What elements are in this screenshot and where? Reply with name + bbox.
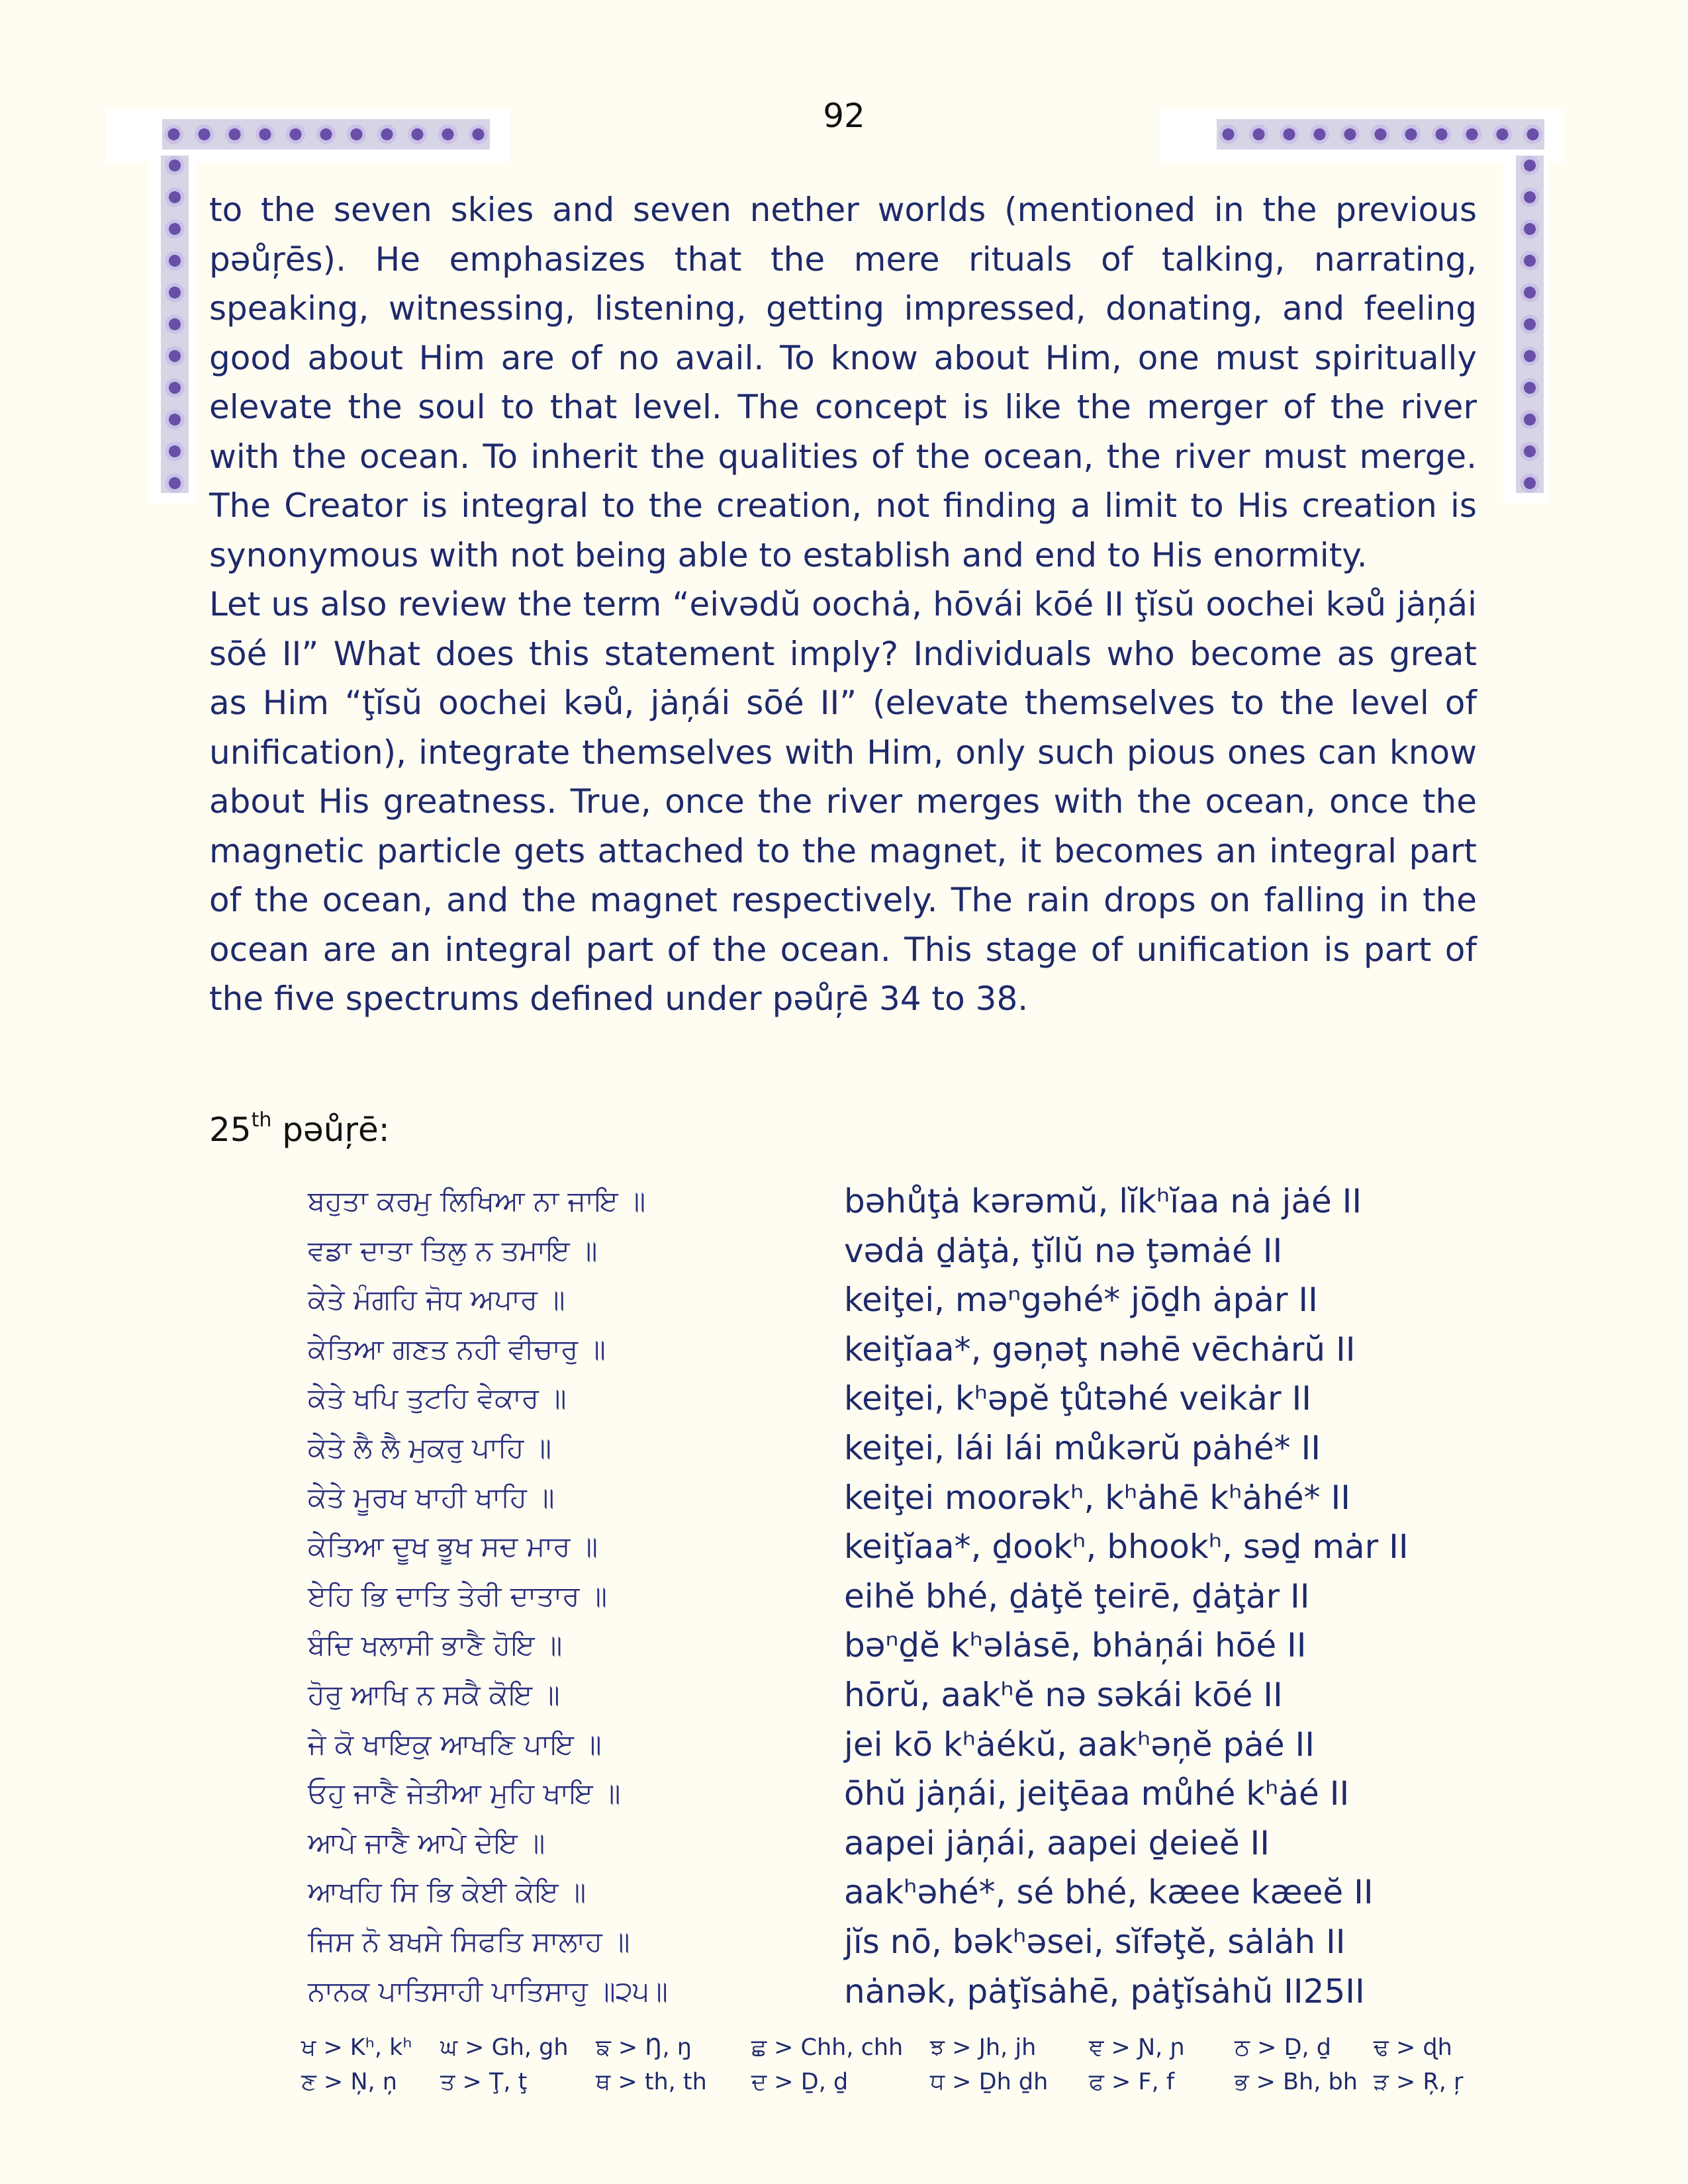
verse-row	[308, 1374, 1499, 1424]
verse-transliteration: aapei jȧņái, aapei ḏeieĕ II	[844, 1823, 1270, 1862]
key-entry: ਫ > F, f	[1089, 2069, 1175, 2095]
verse-row	[308, 1226, 1499, 1276]
verse-transliteration: keiţei, lái lái můkərŭ pȧhé* II	[844, 1428, 1321, 1467]
verse-row	[308, 1670, 1499, 1720]
verse-gurmukhi: ਕੇਤੇ ਮੂਰਖ ਖਾਹੀ ਖਾਹਿ ॥	[308, 1480, 555, 1514]
key-entry: ਤ > Ţ, ţ	[440, 2069, 528, 2095]
verse-gurmukhi: ਕੇਤੇ ਲੈ ਲੈ ਮੁਕਰੁ ਪਾਹਿ ॥	[308, 1431, 552, 1464]
paragraph-1: to the seven skies and seven nether worlds (mentioned in the previous pəůŗēs). He emphasizes that the mere rituals of talking, narrating, speaking, witnessing, listening, getting impressed, donating, and feeling good about Him are of no avail. To know about Him, one must spiritually elevate the soul to that level. The concept is like the merger of the river with the ocean. To inherit the qualities of the ocean, the river must merge. The Creator is integral to the creation, not finding a limit to His creation is synonymous with not being able to establish and end to His enormity.	[209, 191, 1477, 574]
verse-gurmukhi: ਓਹੁ ਜਾਣੈ ਜੇਤੀਆ ਮੁਹਿ ਖਾਇ ॥	[308, 1777, 621, 1810]
verse-transliteration: jĭs nō, bəkʰəsei, sĭfəţĕ, sȧlȧh II	[844, 1922, 1346, 1961]
verse-gurmukhi: ਬਹੁਤਾ ਕਰਮੁ ਲਿਖਿਆ ਨਾ ਜਾਇ ॥	[308, 1185, 646, 1217]
verse-row	[308, 1522, 1499, 1572]
verse-gurmukhi: ਜਿਸ ਨੋ ਬਖਸੇ ਸਿਫਤਿ ਸਾਲਾਹ ॥	[308, 1925, 630, 1958]
verse-row	[308, 1177, 1499, 1226]
paragraph-2: Let us also review the term “eivədŭ oochȧ, hōvái kōé II ţĭsŭ oochei kəů jȧņái sōé II” What does this statement imply? Individuals who become as great as Him “ţĭsŭ oochei kəů, jȧņái sōé II” (elevate themselves to the level of unification), integrate themselves with Him, only such pious ones can know about His greatness. True, once the river merges with the ocean, once the magnetic particle gets attached to the magnet, it becomes an integral part of the ocean, and the magnet respectively. The rain drops on falling in the ocean are an integral part of the ocean. This stage of unification is part of the five spectrums defined under pəůŗē 34 to 38.	[209, 585, 1477, 1018]
verse-transliteration: bəⁿḏĕ kʰəlȧsē, bhȧņái hōé II	[844, 1626, 1307, 1665]
key-entry: ਥ > th, th	[596, 2069, 707, 2095]
key-entry: ਦ > Ḏ, ḏ	[751, 2069, 849, 2095]
verse-row	[308, 1424, 1499, 1473]
verse-row	[308, 1917, 1499, 1967]
verse-row	[308, 1275, 1499, 1325]
verse-gurmukhi: ਜੇ ਕੋ ਖਾਇਕੁ ਆਖਣਿ ਪਾਇ ॥	[308, 1727, 602, 1760]
verse-transliteration: nȧnək, pȧţĭsȧhē, pȧţĭsȧhŭ II25II	[844, 1972, 1365, 2011]
page-number: 92	[823, 97, 865, 135]
pronunciation-key-row	[301, 2065, 1493, 2099]
verse-row	[308, 1621, 1499, 1670]
verse-row	[308, 1572, 1499, 1621]
key-entry: ਖ > Kʰ, kʰ	[301, 2034, 412, 2061]
heading-word: pəůŗē:	[271, 1111, 390, 1149]
verse-row	[308, 1769, 1499, 1819]
key-entry: ਭ > Bh, bh	[1235, 2069, 1358, 2095]
verse-transliteration: jei kō kʰȧékŭ, aakʰəņĕ pȧé II	[844, 1725, 1315, 1764]
verse-gurmukhi: ਕੇਤੇ ਮੰਗਹਿ ਜੋਧ ਅਪਾਰ ॥	[308, 1283, 565, 1316]
verse-row	[308, 1473, 1499, 1523]
key-entry: ਧ > Ḏh ḏh	[930, 2069, 1049, 2095]
verse-row	[308, 1325, 1499, 1375]
verse-transliteration: hōrŭ, aakʰĕ nə səkái kōé II	[844, 1675, 1283, 1714]
verse-gurmukhi: ਬੰਦਿ ਖਲਾਸੀ ਭਾਣੈ ਹੋਇ ॥	[308, 1629, 563, 1662]
verse-row	[308, 1868, 1499, 1917]
body-text	[209, 185, 1477, 1024]
verse-list	[308, 1177, 1499, 2016]
ornament-right	[1516, 156, 1544, 493]
key-entry: ਣ > Ņ, ņ	[301, 2069, 397, 2095]
key-entry: ਝ > Jh, jh	[930, 2034, 1037, 2061]
verse-transliteration: keiţĭaa*, ḏookʰ, bhookʰ, səḏ mȧr II	[844, 1527, 1409, 1567]
key-entry: ਢ > ɖh	[1374, 2034, 1452, 2061]
verse-gurmukhi: ਏਹਿ ਭਿ ਦਾਤਿ ਤੇਰੀ ਦਾਤਾਰ ॥	[308, 1579, 608, 1612]
verse-gurmukhi: ਹੋਰੁ ਆਖਿ ਨ ਸਕੈ ਕੋਇ ॥	[308, 1678, 560, 1711]
verse-gurmukhi: ਆਖਹਿ ਸਿ ਭਿ ਕੇਈ ਕੇਇ ॥	[308, 1876, 586, 1909]
verse-row	[308, 1720, 1499, 1770]
key-entry: ਛ > Chh, chh	[751, 2034, 904, 2061]
verse-transliteration: keiţĭaa*, gəņəţ nəhē vēchȧrŭ II	[844, 1330, 1356, 1369]
verse-gurmukhi: ਕੇਤੇ ਖਪਿ ਤੁਟਹਿ ਵੇਕਾਰ ॥	[308, 1382, 567, 1415]
ornament-left	[161, 156, 189, 493]
verse-transliteration: vədȧ ḏȧţȧ, ţĭlŭ nə ţəmȧé II	[844, 1231, 1283, 1270]
key-entry: ਠ > Ḏ, ḏ	[1235, 2034, 1331, 2061]
key-entry: ੜ > Ŗ, ŗ	[1374, 2069, 1464, 2095]
verse-transliteration: ōhŭ jȧņái, jeiţēaa můhé kʰȧé II	[844, 1774, 1350, 1813]
pronunciation-key-row	[301, 2030, 1493, 2065]
verse-transliteration: eihĕ bhé, ḏȧţĕ ţeirē, ḏȧţȧr II	[844, 1576, 1310, 1615]
key-entry: ਘ > Gh, gh	[440, 2034, 569, 2061]
verse-transliteration: keiţei, məⁿgəhé* jōḏh ȧpȧr II	[844, 1281, 1318, 1320]
heading-number: 25	[209, 1111, 252, 1149]
verse-gurmukhi: ਕੇਤਿਆ ਦੂਖ ਭੂਖ ਸਦ ਮਾਰ ॥	[308, 1530, 598, 1563]
heading-suffix: th	[251, 1109, 272, 1132]
key-entry: ਞ > Ɲ, ɲ	[1089, 2034, 1185, 2061]
pronunciation-key	[301, 2030, 1493, 2099]
verse-row	[308, 1967, 1499, 2017]
verse-row	[308, 1819, 1499, 1868]
verse-gurmukhi: ਕੇਤਿਆ ਗਣਤ ਨਹੀ ਵੀਚਾਰੁ ॥	[308, 1332, 606, 1365]
verse-transliteration: keiţei, kʰəpĕ ţůtəhé veikȧr II	[844, 1379, 1311, 1418]
verse-transliteration: keiţei moorəkʰ, kʰȧhē kʰȧhé* II	[844, 1478, 1350, 1517]
verse-transliteration: bəhůţȧ kərəmŭ, lĭkʰĭaa nȧ jȧé II	[844, 1182, 1362, 1220]
key-entry: ਙ > Ŋ, ŋ	[596, 2034, 692, 2061]
section-heading	[209, 1105, 390, 1154]
verse-gurmukhi: ਨਾਨਕ ਪਾਤਿਸਾਹੀ ਪਾਤਿਸਾਹੁ ॥੨੫॥	[308, 1974, 668, 2007]
verse-gurmukhi: ਵਡਾ ਦਾਤਾ ਤਿਲੁ ਨ ਤਮਾਇ ॥	[308, 1234, 598, 1267]
verse-gurmukhi: ਆਪੇ ਜਾਣੈ ਆਪੇ ਦੇਇ ॥	[308, 1826, 545, 1859]
verse-transliteration: aakʰəhé*, sé bhé, kæee kæeĕ II	[844, 1873, 1374, 1912]
